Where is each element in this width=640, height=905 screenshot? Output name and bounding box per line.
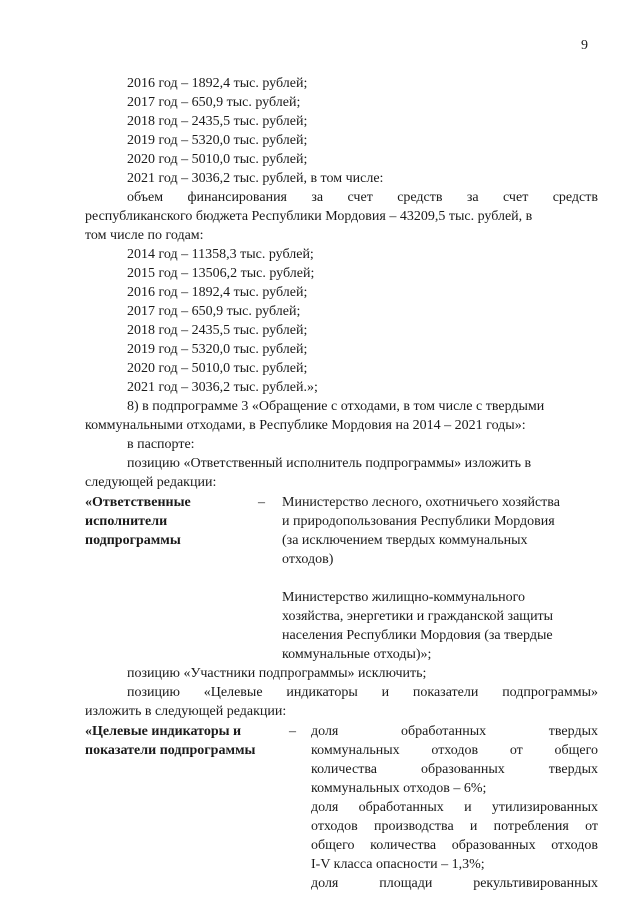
word: общего <box>554 743 598 758</box>
responsible-value-line: Министерство лесного, охотничьего хозяйства <box>282 495 560 510</box>
word: обработанных <box>358 800 444 815</box>
word: и <box>469 819 478 834</box>
funding-line: 2014 год – 11358,3 тыс. рублей; <box>127 247 314 262</box>
responsible-dash: – <box>258 495 265 510</box>
word: твердых <box>548 762 598 777</box>
responsible-value-line: населения Республики Мордовия (за твердые <box>282 628 553 643</box>
word: рекультивированных <box>473 876 598 891</box>
word: образованных <box>451 838 536 853</box>
indicators-label-line: показатели подпрограммы <box>85 743 256 758</box>
word: коммунальных <box>311 743 400 758</box>
word: доля <box>311 724 339 739</box>
indicators-label-line: «Целевые индикаторы и <box>85 724 242 739</box>
indicators-value-line <box>311 723 598 741</box>
position-line-2: следующей редакции: <box>85 475 217 490</box>
responsible-value-line: хозяйства, энергетики и гражданской защиты <box>282 609 554 624</box>
word: доля <box>311 800 339 815</box>
funding-line: 2019 год – 5320,0 тыс. рублей; <box>127 342 308 357</box>
funding-line: 2016 год – 1892,4 тыс. рублей; <box>127 76 308 91</box>
word: за <box>466 190 479 205</box>
word: счет <box>503 190 529 205</box>
word: и <box>464 800 472 815</box>
word: средств <box>397 190 443 205</box>
indicators-dash: – <box>289 724 296 739</box>
responsible-value-line: и природопользования Республики Мордовия <box>282 514 555 529</box>
word: от <box>509 743 523 758</box>
word: и <box>381 685 390 700</box>
word: финансирования <box>187 190 287 205</box>
indicators-value-line <box>311 761 598 779</box>
word: отходов <box>551 838 598 853</box>
word: позицию <box>127 685 180 700</box>
word: общего <box>311 838 355 853</box>
word: доля <box>311 876 339 891</box>
funding-line: 2016 год – 1892,4 тыс. рублей; <box>127 285 308 300</box>
word: подпрограммы» <box>502 685 598 700</box>
word: твердых <box>548 724 598 739</box>
funding-line: 2019 год – 5320,0 тыс. рублей; <box>127 133 308 148</box>
indicators-intro-line-1 <box>127 684 598 702</box>
participants-line: позицию «Участники подпрограммы» исключить; <box>127 666 427 681</box>
word: количества <box>311 762 377 777</box>
funding-line: 2017 год – 650,9 тыс. рублей; <box>127 95 301 110</box>
responsible-value-line: Министерство жилищно-коммунального <box>282 590 526 605</box>
funding-line: 2020 год – 5010,0 тыс. рублей; <box>127 152 308 167</box>
word: средств <box>552 190 598 205</box>
budget-line-3: том числе по годам: <box>85 228 204 243</box>
word: отходов <box>431 743 479 758</box>
responsible-label-line: подпрограммы <box>85 533 181 548</box>
position-line-1: позицию «Ответственный исполнитель подпрограммы» изложить в <box>127 456 532 471</box>
word: обработанных <box>400 724 487 739</box>
funding-line: 2018 год – 2435,5 тыс. рублей; <box>127 114 308 129</box>
funding-line: 2021 год – 3036,2 тыс. рублей.»; <box>127 380 318 395</box>
word: количества <box>370 838 437 853</box>
budget-line-2: республиканского бюджета Республики Мордовия – 43209,5 тыс. рублей, в <box>85 209 533 224</box>
word: объем <box>127 190 164 205</box>
word: показатели <box>412 685 479 700</box>
indicators-value-line <box>311 799 598 817</box>
responsible-label-line: исполнители <box>85 514 168 529</box>
responsible-value-line: (за исключением твердых коммунальных <box>282 533 528 548</box>
budget-line-1 <box>127 189 598 207</box>
funding-line: 2017 год – 650,9 тыс. рублей; <box>127 304 301 319</box>
funding-line: 2018 год – 2435,5 тыс. рублей; <box>127 323 308 338</box>
word: площади <box>379 876 433 891</box>
passport-line: в паспорте: <box>127 437 195 452</box>
indicators-intro-line-2: изложить в следующей редакции: <box>85 704 287 719</box>
word: индикаторы <box>286 685 358 700</box>
page-number: 9 <box>581 38 588 53</box>
indicators-value-line <box>311 875 598 893</box>
funding-line: 2020 год – 5010,0 тыс. рублей; <box>127 361 308 376</box>
word: от <box>585 819 598 834</box>
indicators-value-line <box>311 818 598 836</box>
indicators-value-line: коммунальных отходов – 6%; <box>311 781 487 796</box>
word: производства <box>373 819 454 834</box>
indicators-value-line <box>311 837 598 855</box>
word: образованных <box>420 762 505 777</box>
word: потребления <box>493 819 569 834</box>
word: «Целевые <box>203 685 263 700</box>
funding-line: 2015 год – 13506,2 тыс. рублей; <box>127 266 315 281</box>
word: за <box>311 190 324 205</box>
funding-line: 2021 год – 3036,2 тыс. рублей, в том числе: <box>127 171 384 186</box>
word: утилизированных <box>491 800 598 815</box>
indicators-value-line: I-V класса опасности – 1,3%; <box>311 857 485 872</box>
responsible-label-line: «Ответственные <box>85 495 191 510</box>
word: счет <box>347 190 373 205</box>
word: отходов <box>311 819 358 834</box>
item-8-line-2: коммунальными отходами, в Республике Мордовия на 2014 – 2021 годы»: <box>85 418 526 433</box>
responsible-value-line: коммунальные отходы)»; <box>282 647 432 662</box>
responsible-value-line: отходов) <box>282 552 334 567</box>
indicators-value-line <box>311 742 598 760</box>
item-8-line-1: 8) в подпрограмме 3 «Обращение с отходами, в том числе с твердыми <box>127 399 545 414</box>
